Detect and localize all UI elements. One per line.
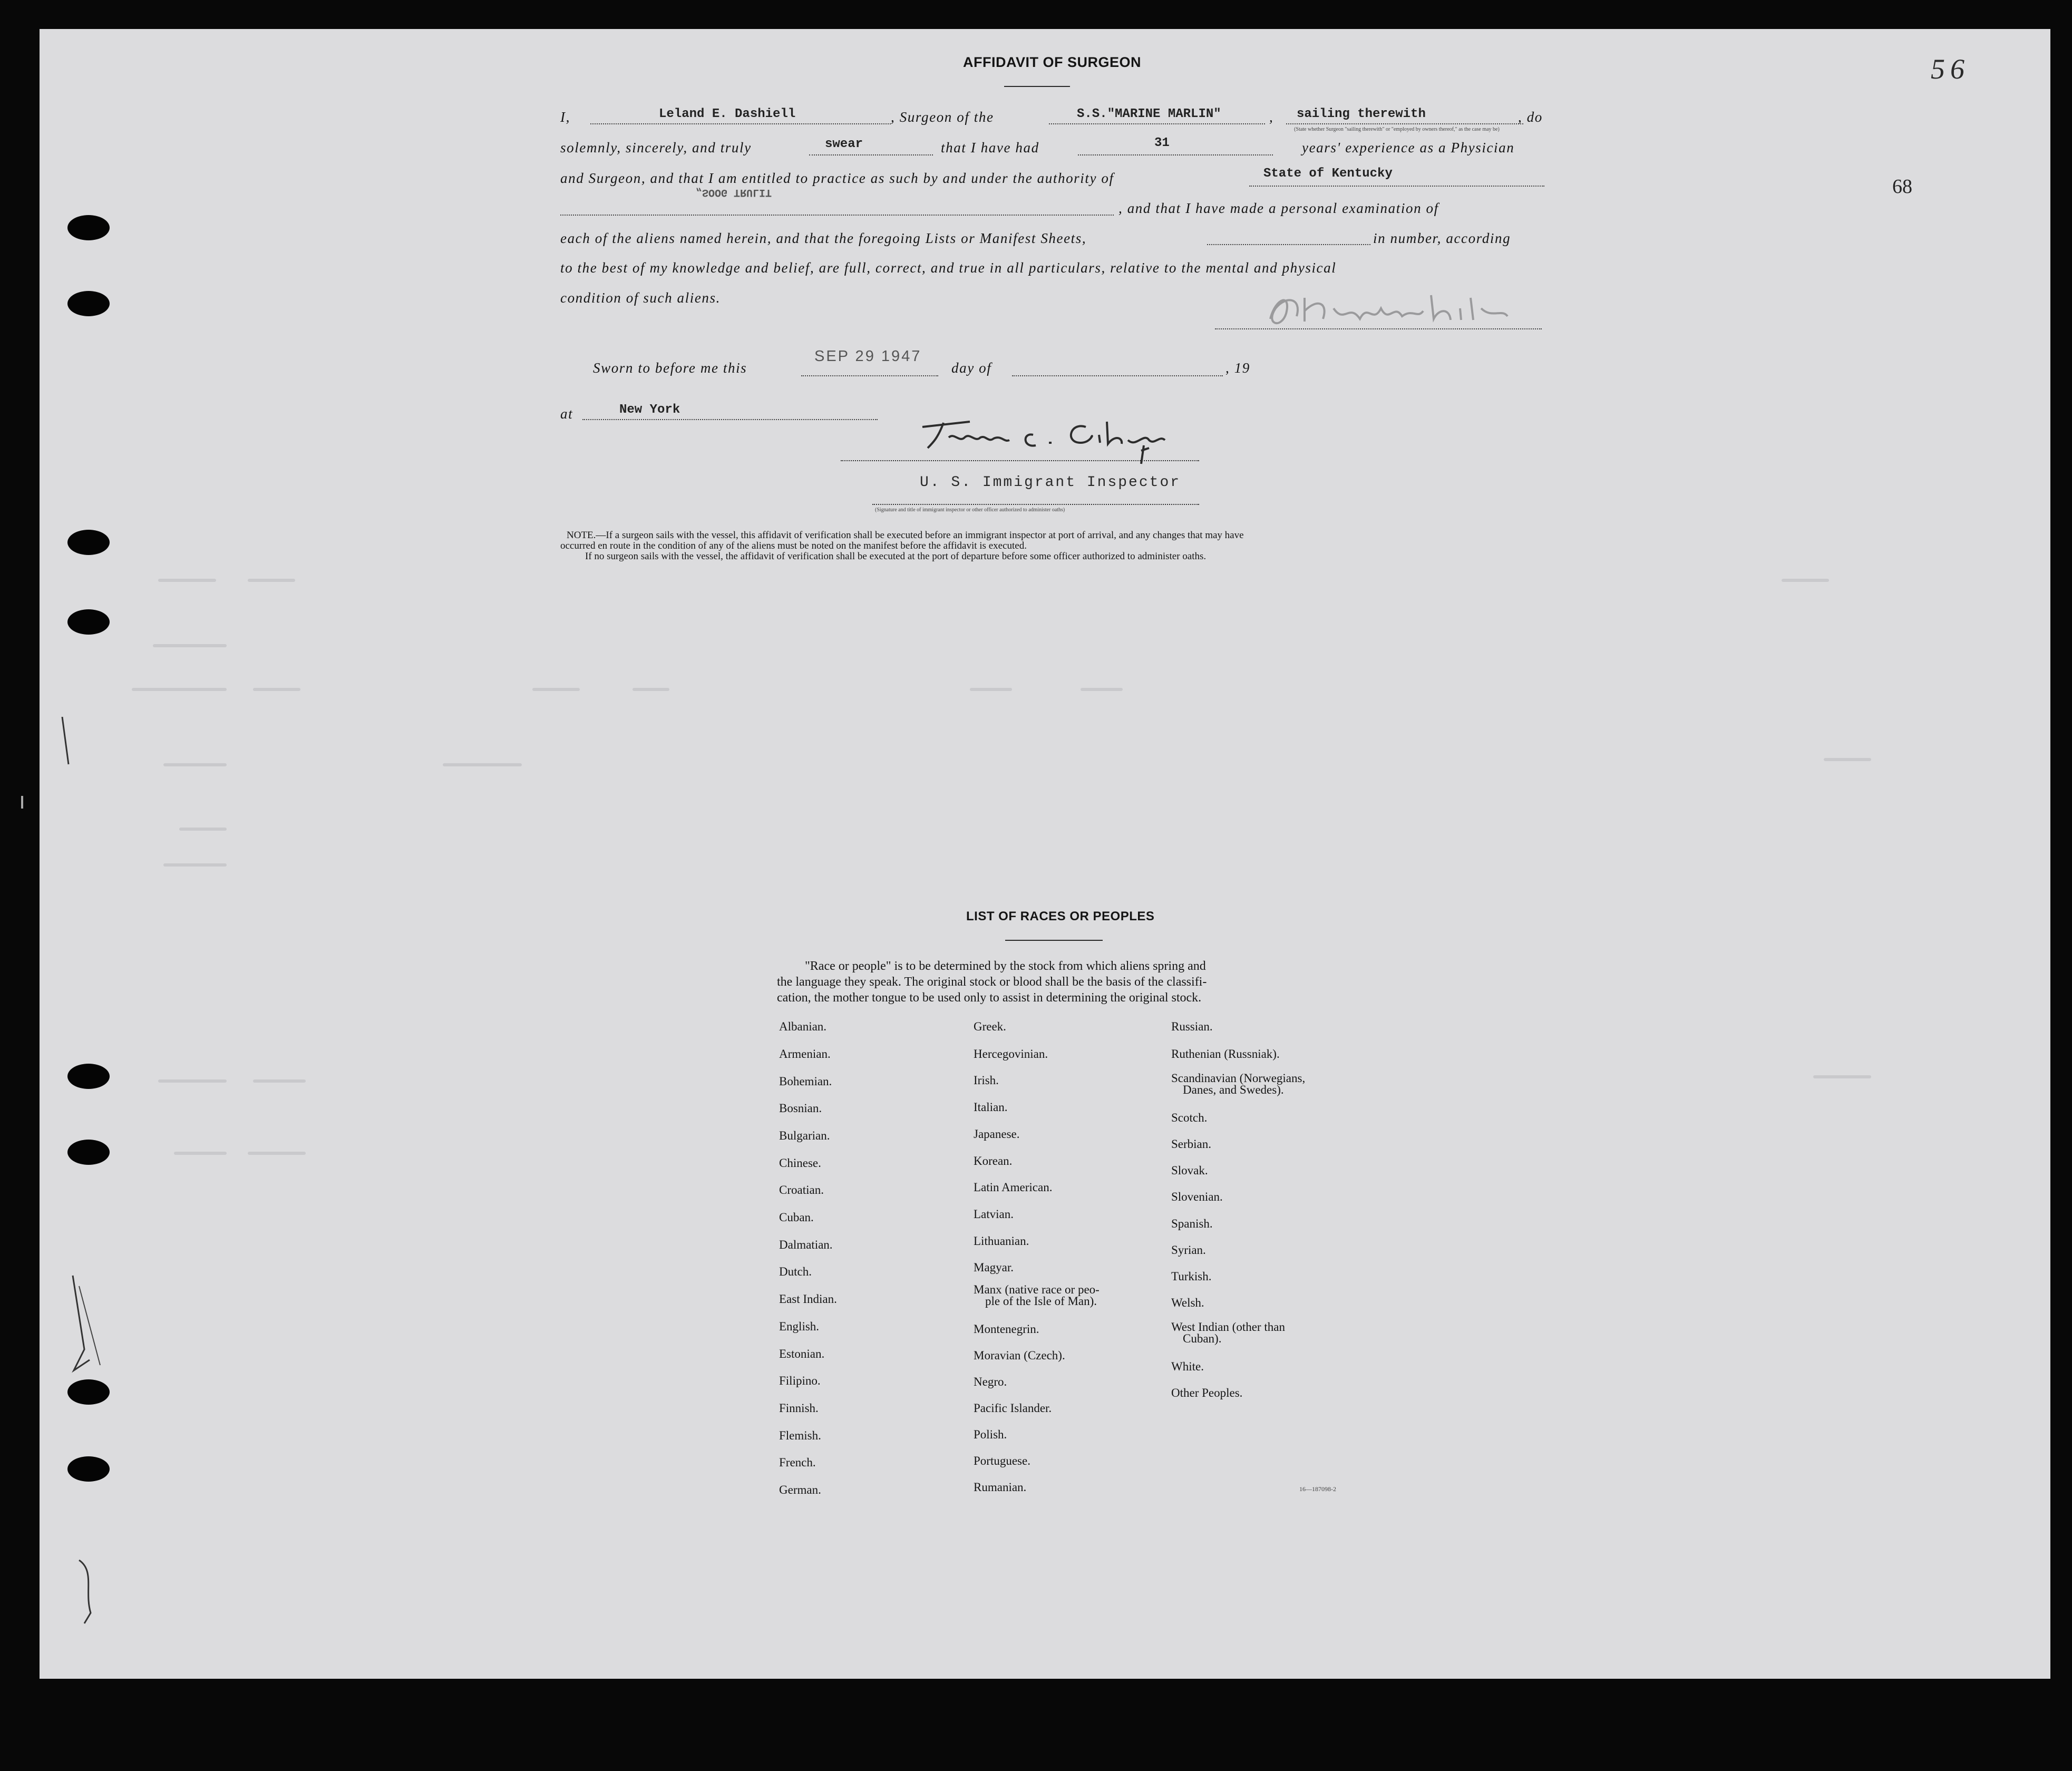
race-list-item: Dalmatian.: [779, 1238, 833, 1251]
race-list-item: Dutch.: [779, 1265, 812, 1278]
sailing-status-field: sailing therewith: [1297, 107, 1426, 121]
stamped-number: 68: [1892, 176, 1912, 198]
race-list-item: Spanish.: [1171, 1217, 1213, 1230]
race-list-item: German.: [779, 1483, 821, 1496]
bleed-through-mark: [1081, 688, 1123, 691]
note-line-2: occurred en route in the condition of any of the aliens must be noted on the manifest before the affidavit is executed.: [560, 540, 1027, 551]
race-list-item: Slovak.: [1171, 1164, 1208, 1177]
race-list-item: White.: [1171, 1360, 1204, 1373]
authority-text: and Surgeon, and that I am entitled to practice as such by and under the authority of: [560, 170, 1114, 186]
authority-blank: [1249, 186, 1544, 187]
inspector-title-line: [872, 503, 1199, 505]
bleed-through-mark: [158, 579, 216, 582]
surgeon-name-blank: [590, 123, 891, 124]
race-list-item: Japanese.: [974, 1127, 1020, 1141]
bleed-through-mark: [158, 1079, 227, 1083]
race-list-item: Manx (native race or peo-: [974, 1283, 1100, 1296]
race-list-item: Rumanian.: [974, 1481, 1027, 1494]
race-list-item: Bulgarian.: [779, 1129, 830, 1142]
race-list-item: Portuguese.: [974, 1454, 1030, 1467]
affidavit-i: I,: [560, 109, 570, 125]
sheets-number-blank: [1207, 244, 1370, 245]
sworn-before-text: Sworn to before me this: [593, 360, 747, 376]
race-list-item: Moravian (Czech).: [974, 1349, 1065, 1362]
vessel-field: S.S."MARINE MARLIN": [1077, 107, 1221, 121]
paper-sheet: [40, 29, 2050, 1679]
aliens-named-text: each of the aliens named herein, and that the foregoing Lists or Manifest Sheets,: [560, 230, 1087, 246]
bleed-through-mark: [248, 1152, 306, 1155]
bleed-through-mark: [179, 828, 227, 831]
race-list-item: Latin American.: [974, 1181, 1053, 1194]
race-list-item: Korean.: [974, 1154, 1013, 1167]
oath-blank: [809, 154, 933, 155]
bleed-through-mark: [1824, 758, 1871, 761]
surgeon-name-field: Leland E. Dashiell: [659, 107, 796, 121]
race-list-item: Irish.: [974, 1074, 999, 1087]
place-field: New York: [619, 403, 680, 417]
race-list-item: English.: [779, 1320, 820, 1333]
bleed-through-mark: [1782, 579, 1829, 582]
race-list-item: Finnish.: [779, 1402, 819, 1415]
bleed-through-mark: [132, 688, 227, 691]
race-list-item: Magyar.: [974, 1261, 1014, 1274]
race-list-item: Welsh.: [1171, 1296, 1204, 1309]
day-of-text: day of: [951, 360, 992, 376]
form-number: 16—187098-2: [1299, 1485, 1336, 1493]
bleed-through-mark: [1813, 1075, 1871, 1078]
bleed-through-mark: [443, 763, 522, 766]
race-list-item: Bohemian.: [779, 1075, 832, 1088]
race-list-item: Greek.: [974, 1020, 1006, 1033]
race-list-item: Croatian.: [779, 1183, 824, 1196]
note-line-1: NOTE.—If a surgeon sails with the vessel, this affidavit of verification shall be executed before an immigrant inspector at port of arrival, and any changes that may have: [567, 530, 1244, 541]
at-label: at: [560, 406, 573, 422]
years-field: 31: [1154, 136, 1170, 150]
bleed-through-mark: [174, 1152, 227, 1155]
bleed-through-mark: [163, 863, 227, 867]
belief-text: to the best of my knowledge and belief, are full, correct, and true in all particulars, relative to the mental and physical: [560, 260, 1337, 276]
inspector-caption: (Signature and title of immigrant inspector or other officer authorized to administer oaths): [875, 507, 1065, 513]
do-text: , do: [1518, 109, 1543, 125]
race-list-item: ple of the Isle of Man).: [985, 1295, 1097, 1308]
race-list-item: Latvian.: [974, 1208, 1014, 1221]
race-list-item: French.: [779, 1456, 816, 1469]
authority-field: State of Kentucky: [1263, 167, 1393, 181]
binder-hole: [67, 215, 110, 240]
inspector-signature-line: [841, 460, 1199, 461]
overprint-text: „SOOG TRULIT: [696, 186, 772, 198]
month-blank: [1012, 375, 1223, 376]
race-list-item: Scandinavian (Norwegians,: [1171, 1072, 1306, 1085]
race-list-item: Hercegovinian.: [974, 1047, 1048, 1060]
surgeon-of-text: , Surgeon of the: [891, 109, 994, 125]
margin-pencil-marks: [53, 717, 105, 1771]
binder-hole: [67, 609, 110, 635]
note-line-3: If no surgeon sails with the vessel, the affidavit of verification shall be executed at the port of departure before some officer authorized to administer oaths.: [585, 551, 1207, 562]
bleed-through-mark: [633, 688, 669, 691]
race-list-item: Syrian.: [1171, 1243, 1206, 1257]
sworn-date-blank: [801, 375, 938, 376]
races-intro-line-3: cation, the mother tongue to be used only to assist in determining the original stock.: [777, 991, 1202, 1005]
inspector-title: U. S. Immigrant Inspector: [920, 474, 1181, 491]
race-list-item: Other Peoples.: [1171, 1386, 1243, 1399]
race-list-item: Russian.: [1171, 1020, 1213, 1033]
race-list-item: Negro.: [974, 1375, 1007, 1388]
race-list-item: Bosnian.: [779, 1102, 822, 1115]
bleed-through-mark: [153, 644, 227, 647]
race-list-item: Cuban).: [1183, 1332, 1222, 1345]
race-list-item: East Indian.: [779, 1292, 837, 1306]
handwritten-page-number: 56: [1931, 53, 1970, 85]
authority-continuation-blank: [560, 215, 1114, 216]
margin-tick-mark: [21, 796, 23, 809]
races-title-underline: [1005, 940, 1103, 941]
bleed-through-mark: [253, 1079, 306, 1083]
race-list-item: Cuban.: [779, 1211, 814, 1224]
race-list-item: Flemish.: [779, 1429, 821, 1442]
race-list-item: Scotch.: [1171, 1111, 1208, 1124]
title-underline: [1004, 86, 1070, 87]
condition-text: condition of such aliens.: [560, 290, 721, 306]
binder-hole: [67, 291, 110, 316]
races-intro-line-2: the language they speak. The original stock or blood shall be the basis of the classifi-: [777, 975, 1207, 989]
bleed-through-mark: [970, 688, 1012, 691]
years-experience-text: years' experience as a Physician: [1302, 140, 1515, 155]
date-stamp: SEP 29 1947: [814, 348, 922, 365]
years-blank: [1078, 154, 1273, 155]
race-list-item: Danes, and Swedes).: [1183, 1083, 1284, 1096]
race-list-item: Lithuanian.: [974, 1234, 1029, 1248]
race-list-item: West Indian (other than: [1171, 1320, 1285, 1334]
place-blank: [582, 419, 878, 420]
that-i-have-had-text: that I have had: [941, 140, 1039, 155]
sailing-instruction: (State whether Surgeon "sailing therewith" or "employed by owners thereof," as the case may be): [1294, 126, 1500, 132]
race-list-item: Pacific Islander.: [974, 1402, 1052, 1415]
race-list-item: Slovenian.: [1171, 1190, 1223, 1203]
races-title: LIST OF RACES OR PEOPLES: [966, 909, 1155, 923]
race-list-item: Albanian.: [779, 1020, 827, 1033]
race-list-item: Chinese.: [779, 1156, 821, 1170]
personal-examination-text: , and that I have made a personal examination of: [1118, 200, 1439, 216]
race-list-item: Ruthenian (Russniak).: [1171, 1047, 1280, 1060]
page-title: AFFIDAVIT OF SURGEON: [963, 54, 1141, 70]
binder-hole: [67, 530, 110, 555]
in-number-text: in number, according: [1373, 230, 1511, 246]
race-list-item: Turkish.: [1171, 1270, 1212, 1283]
race-list-item: Estonian.: [779, 1347, 825, 1360]
race-list-item: Serbian.: [1171, 1137, 1212, 1151]
race-list-item: Italian.: [974, 1101, 1008, 1114]
surgeon-signature-line: [1215, 328, 1542, 329]
race-list-item: Armenian.: [779, 1047, 831, 1060]
race-list-item: Filipino.: [779, 1374, 821, 1387]
year-text: , 19: [1225, 360, 1250, 376]
bleed-through-mark: [248, 579, 295, 582]
races-intro-line-1: "Race or people" is to be determined by the stock from which aliens spring and: [805, 959, 1206, 973]
race-list-item: Montenegrin.: [974, 1322, 1039, 1336]
vessel-comma: ,: [1269, 109, 1274, 125]
race-list-item: Polish.: [974, 1428, 1007, 1441]
bleed-through-mark: [532, 688, 580, 691]
sailing-blank: [1286, 123, 1523, 124]
bleed-through-mark: [163, 763, 227, 766]
solemnly-text: solemnly, sincerely, and truly: [560, 140, 752, 155]
bleed-through-mark: [253, 688, 300, 691]
oath-field: swear: [825, 137, 863, 151]
vessel-blank: [1049, 123, 1265, 124]
